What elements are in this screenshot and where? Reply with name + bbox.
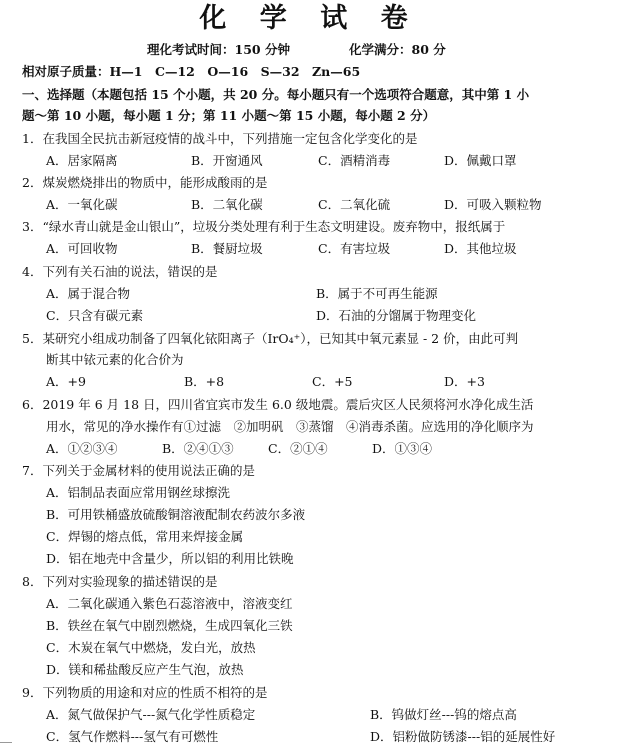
question-2-stem: 2．煤炭燃烧排出的物质中，能形成酸雨的是 — [22, 175, 268, 190]
option-b: B．铁丝在氧气中剧烈燃烧，生成四氧化三铁 — [46, 618, 293, 633]
page-corner-mark — [0, 742, 12, 754]
option-d: D．+3 — [444, 374, 485, 389]
option-c: C．二氧化硫 — [318, 197, 391, 212]
option-b: B．可用铁桶盛放硫酸铜溶液配制农药波尔多液 — [46, 507, 306, 522]
page-title: 化 学 试 卷 — [199, 3, 420, 34]
option-c: C．+5 — [312, 374, 353, 389]
atomic-mass-line: 相对原子质量：H—1 C—12 O—16 S—32 Zn—65 — [22, 64, 361, 79]
option-a: A．一氧化碳 — [46, 197, 118, 212]
option-b: B．属于不可再生能源 — [316, 286, 438, 301]
question-7-stem: 7．下列关于金属材料的使用说法正确的是 — [22, 463, 255, 478]
option-a: A．氮气做保护气---氮气化学性质稳定 — [46, 707, 256, 722]
exam-score: 化学满分：80 分 — [349, 42, 446, 57]
option-a: A．铝制品表面应常用钢丝球擦洗 — [46, 485, 231, 500]
option-a: A．居家隔离 — [46, 153, 118, 168]
option-a: A．①②③④ — [46, 441, 118, 456]
option-b: B．钨做灯丝---钨的熔点高 — [370, 707, 517, 722]
option-b: B．②④①③ — [162, 441, 234, 456]
question-4-stem: 4．下列有关石油的说法，错误的是 — [22, 264, 218, 279]
option-c: C．酒精消毒 — [318, 153, 391, 168]
option-d: D．佩戴口罩 — [444, 153, 517, 168]
option-d: D．铝粉做防锈漆---铝的延展性好 — [370, 729, 556, 744]
question-6-stem-cont: 用水，常见的净水操作有①过滤 ②加明矾 ③蒸馏 ④消毒杀菌。应选用的净化顺序为 — [46, 419, 534, 434]
question-5-stem: 5．某研究小组成功制备了四氧化铱阳离子（IrO₄⁺），已知其中氧元素显 - 2 价，由此可判 — [22, 331, 519, 346]
option-a: A．可回收物 — [46, 241, 118, 256]
option-c: C．木炭在氧气中燃烧，发白光，放热 — [46, 640, 256, 655]
option-d: D．石油的分馏属于物理变化 — [316, 308, 477, 323]
question-6-stem: 6．2019 年 6 月 18 日，四川省宜宾市发生 6.0 级地震。震后灾区人民须将河水净化成生活 — [22, 397, 534, 412]
option-c: C．氢气作燃料---氢气有可燃性 — [46, 729, 219, 744]
option-a: A．属于混合物 — [46, 286, 131, 301]
option-d: D．其他垃圾 — [444, 241, 517, 256]
question-5-stem-cont: 断其中铱元素的化合价为 — [46, 352, 184, 367]
question-1-stem: 1．在我国全民抗击新冠疫情的战斗中，下列措施一定包含化学变化的是 — [22, 131, 418, 146]
option-d: D．镁和稀盐酸反应产生气泡，放热 — [46, 662, 244, 677]
option-a: A．+9 — [46, 374, 86, 389]
option-c: C．②①④ — [268, 441, 328, 456]
option-d: D．①③④ — [372, 441, 433, 456]
section-heading-line2: 题～第 10 小题，每小题 1 分；第 11 小题～第 15 小题，每小题 2 分） — [22, 108, 436, 123]
option-c: C．只含有碳元素 — [46, 308, 144, 323]
option-b: B．开窗通风 — [191, 153, 263, 168]
question-8-stem: 8．下列对实验现象的描述错误的是 — [22, 574, 218, 589]
option-b: B．二氧化碳 — [191, 197, 263, 212]
option-b: B．餐厨垃圾 — [191, 241, 263, 256]
option-b: B．+8 — [184, 374, 225, 389]
option-a: A．二氧化碳通入紫色石蕊溶液中，溶液变红 — [46, 596, 293, 611]
section-heading-line1: 一、选择题（本题包括 15 个小题，共 20 分。每小题只有一个选项符合题意，其中第 1 小 — [22, 87, 530, 102]
exam-time: 理化考试时间：150 分钟 — [147, 42, 290, 57]
option-c: C．焊锡的熔点低，常用来焊接金属 — [46, 529, 244, 544]
question-9-stem: 9．下列物质的用途和对应的性质不相符的是 — [22, 685, 268, 700]
option-c: C．有害垃圾 — [318, 241, 391, 256]
option-d: D．可吸入颗粒物 — [444, 197, 542, 212]
option-d: D．铝在地壳中含量少，所以铝的利用比铁晚 — [46, 551, 294, 566]
question-3-stem: 3．“绿水青山就是金山银山”，垃圾分类处理有利于生态文明建设。废弃物中，报纸属于 — [22, 219, 506, 234]
